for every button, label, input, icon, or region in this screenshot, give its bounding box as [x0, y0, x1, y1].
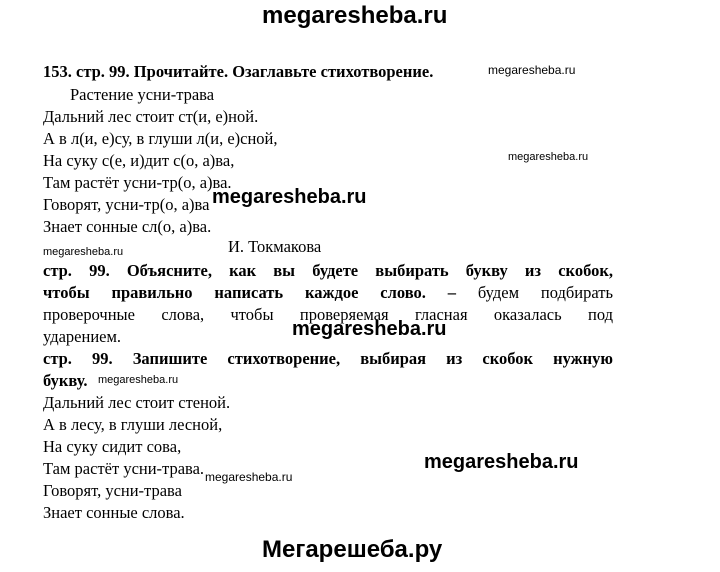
task-heading: 153. стр. 99. Прочитайте. Озаглавьте стихотворение. [43, 62, 434, 81]
answer-line: На суку сидит сова, [43, 437, 182, 456]
watermark-right1: megaresheba.ru [508, 151, 589, 163]
poem-original [43, 106, 278, 238]
question2-line2: букву. [43, 371, 88, 390]
poem-line: Там растёт усни-тр(о, а)ва. [43, 173, 232, 192]
poem-author: И. Токмакова [228, 237, 322, 256]
watermark-bottom-mid: megaresheba.ru [205, 470, 293, 484]
poem-line: Дальний лес стоит ст(и, е)ной. [43, 107, 259, 126]
poem-line: Говорят, усни-тр(о, а)ва [43, 195, 210, 214]
question1-bold: чтобы правильно написать каждое слово. – [43, 283, 456, 302]
answer-line: А в лесу, в глуши лесной, [43, 415, 223, 434]
question2-line1: стр. 99. Запишите стихотворение, выбирая из скобок нужную [43, 349, 613, 368]
watermark-top: megaresheba.ru [262, 2, 448, 29]
answer-line: Говорят, усни-трава [43, 481, 182, 500]
question1-answer: будем подбирать [477, 283, 613, 302]
poem-title: Растение усни-трава [70, 85, 215, 104]
question1-line4: ударением. [43, 327, 122, 346]
watermark-right2: megaresheba.ru [424, 451, 579, 473]
watermark-left1: megaresheba.ru [43, 246, 124, 258]
question1-line2 [43, 282, 613, 304]
watermark-mid2: megaresheba.ru [292, 318, 447, 340]
poem-line: А в л(и, е)су, в глуши л(и, е)сной, [43, 129, 278, 148]
question1-line3: проверочные слова, чтобы проверяемая гласная оказалась под [43, 305, 613, 324]
answer-line: Там растёт усни-трава. [43, 459, 205, 478]
poem-line: На суку с(е, и)дит с(о, а)ва, [43, 151, 235, 170]
watermark-footer: Мегарешеба.ру [262, 536, 443, 563]
answer-line: Дальний лес стоит стеной. [43, 393, 231, 412]
question1-line1: стр. 99. Объясните, как вы будете выбирать букву из скобок, [43, 261, 613, 280]
answer-line: Знает сонные слова. [43, 503, 185, 522]
watermark-left2: megaresheba.ru [98, 374, 179, 386]
poem-line: Знает сонные сл(о, а)ва. [43, 217, 212, 236]
watermark-title-side: megaresheba.ru [488, 63, 576, 77]
watermark-mid1: megaresheba.ru [212, 186, 367, 208]
poem-answer [43, 392, 230, 524]
